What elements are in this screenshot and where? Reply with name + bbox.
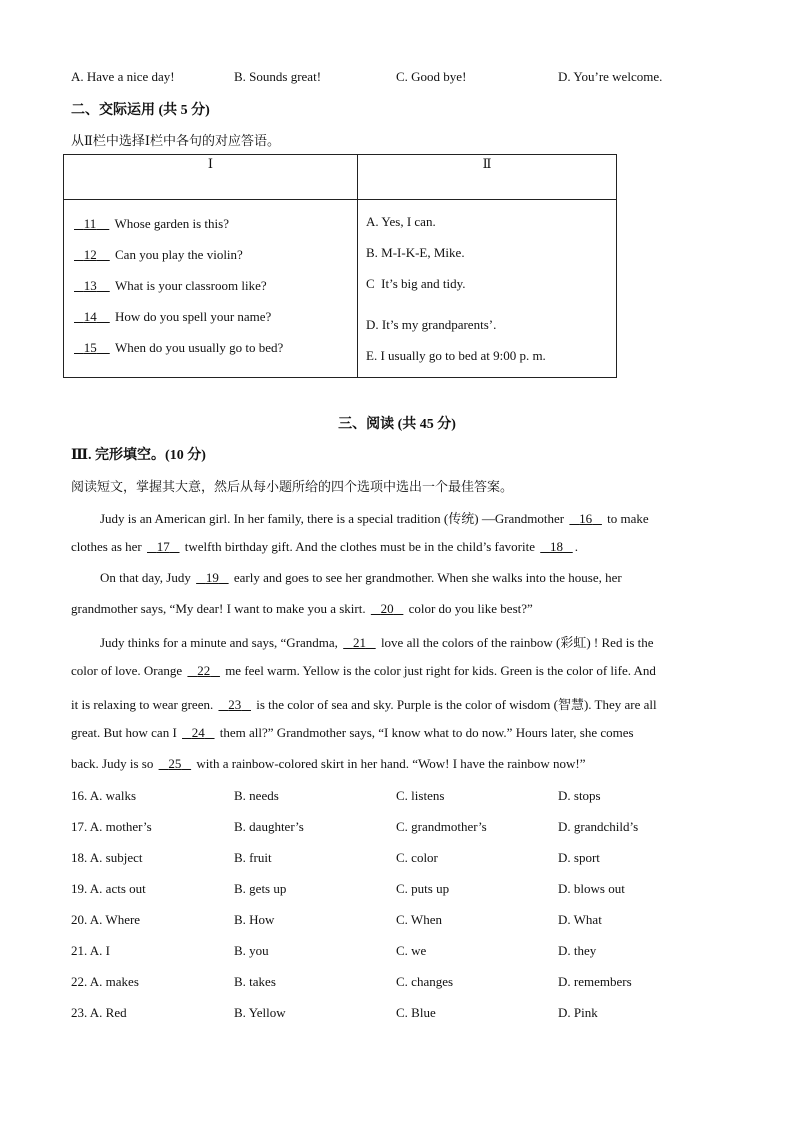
passage-line — [71, 508, 721, 527]
section2-title: 二、交际运用 (共 5 分) — [71, 103, 210, 118]
passage-text: clothes as her — [71, 539, 146, 554]
question-text: What is your classroom like? — [115, 278, 267, 293]
question-options-row — [71, 850, 721, 870]
option-b: B. takes — [234, 974, 276, 989]
option-d: D. blows out — [558, 881, 625, 896]
option-d: D. What — [558, 912, 602, 927]
question-text: Whose garden is this? — [114, 216, 229, 231]
passage-text: color of love. Orange — [71, 663, 186, 678]
option-b: B. needs — [234, 788, 279, 803]
questions-cell — [64, 200, 358, 378]
passage-text: to make — [603, 511, 649, 526]
question-options-row — [71, 943, 721, 963]
passage-text: great. But how can I — [71, 725, 181, 740]
column-2-header: Ⅱ — [358, 155, 617, 200]
answer-item: B. M-I-K-E, Mike. — [366, 245, 465, 260]
blank-20: 20 — [380, 601, 394, 616]
passage-text: back. Judy is so — [71, 756, 157, 771]
blank-23: 23 — [228, 697, 242, 712]
passage-text: is the color of sea and sky. Purple is the color of wisdom (智慧). They are all — [252, 697, 657, 712]
passage-line — [71, 632, 721, 651]
question-item — [72, 270, 357, 301]
question-item — [72, 301, 357, 332]
passage-text: love all the colors of the rainbow (彩虹) ! Red is the — [377, 635, 654, 650]
blank-24: 24 — [191, 725, 205, 740]
option-a: 23. A. Red — [71, 1005, 127, 1020]
option-a: 22. A. makes — [71, 974, 139, 989]
option-d: D. stops — [558, 788, 601, 803]
passage-text: twelfth birthday gift. And the clothes must be in the child’s favorite — [181, 539, 539, 554]
section3-subtitle: Ⅲ. 完形填空。(10 分) — [71, 448, 206, 463]
option-c: C. puts up — [396, 881, 450, 896]
blank-16: 16 — [579, 511, 593, 526]
question-options-row — [71, 1005, 721, 1025]
blank-11: 11 — [83, 216, 97, 231]
option-a: 19. A. acts out — [71, 881, 146, 896]
blank-15: 15 — [83, 340, 97, 355]
option-c: C. listens — [396, 788, 445, 803]
option-a: 18. A. subject — [71, 850, 143, 865]
option-b: B. Yellow — [234, 1005, 286, 1020]
answer-item: E. I usually go to bed at 9:00 p. m. — [366, 348, 546, 363]
passage-line — [71, 570, 721, 586]
option-c: C. When — [396, 912, 442, 927]
option-b: B. gets up — [234, 881, 287, 896]
option-d: D. Pink — [558, 1005, 598, 1020]
blank-22: 22 — [197, 663, 211, 678]
blank-17: 17 — [156, 539, 170, 554]
option-a: 17. A. mother’s — [71, 819, 152, 834]
option-c: C. grandmother’s — [396, 819, 487, 834]
option-d: D. remembers — [558, 974, 632, 989]
blank-19: 19 — [205, 570, 219, 585]
blank-12: 12 — [83, 247, 97, 262]
answers-cell — [358, 200, 617, 378]
option-b: B. daughter’s — [234, 819, 304, 834]
passage-text: them all?” Grandmother says, “I know what to do now.” Hours later, she comes — [216, 725, 634, 740]
option-c: C. we — [396, 943, 427, 958]
option-d: D. sport — [558, 850, 600, 865]
top-option-a: A. Have a nice day! — [71, 69, 175, 84]
question-text: How do you spell your name? — [115, 309, 272, 324]
section3-title: 三、阅读 (共 45 分) — [338, 417, 456, 432]
passage-text: it is relaxing to wear green. — [71, 697, 217, 712]
passage-line — [71, 601, 721, 617]
option-b: B. you — [234, 943, 269, 958]
answer-item: C It’s big and tidy. — [366, 276, 466, 291]
question-item — [72, 332, 357, 363]
option-c: C. Blue — [396, 1005, 436, 1020]
top-options-row — [71, 69, 721, 89]
question-options-row — [71, 912, 721, 932]
passage-line — [71, 725, 721, 741]
option-b: B. fruit — [234, 850, 272, 865]
passage-text: color do you like best?” — [405, 601, 533, 616]
passage-line — [71, 539, 721, 555]
option-c: C. color — [396, 850, 438, 865]
matching-table — [63, 154, 617, 378]
option-c: C. changes — [396, 974, 454, 989]
answer-item: D. It’s my grandparents’. — [366, 317, 497, 332]
question-options-row — [71, 788, 721, 808]
option-a: 16. A. walks — [71, 788, 136, 803]
option-a: 20. A. Where — [71, 912, 141, 927]
passage-text: Judy thinks for a minute and says, “Grandma, — [100, 635, 342, 650]
passage-text: . — [574, 539, 578, 554]
option-d: D. grandchild’s — [558, 819, 639, 834]
question-options-row — [71, 974, 721, 994]
passage-text: On that day, Judy — [100, 570, 195, 585]
top-option-d: D. You’re welcome. — [558, 69, 663, 84]
passage-text: me feel warm. Yellow is the color just right for kids. Green is the color of life. And — [221, 663, 656, 678]
blank-14: 14 — [83, 309, 97, 324]
question-item — [72, 239, 357, 270]
blank-13: 13 — [83, 278, 97, 293]
question-item — [72, 208, 357, 239]
option-a: 21. A. I — [71, 943, 110, 958]
question-text: When do you usually go to bed? — [115, 340, 284, 355]
passage-line — [71, 694, 721, 713]
blank-25: 25 — [168, 756, 182, 771]
question-options-row — [71, 819, 721, 839]
passage-text: early and goes to see her grandmother. When she walks into the house, her — [230, 570, 622, 585]
top-option-c: C. Good bye! — [396, 69, 467, 84]
section3-instruction: 阅读短文，掌握其大意，然后从每小题所给的四个选项中选出一个最佳答案。 — [71, 479, 514, 494]
passage-line — [71, 756, 721, 772]
passage-line — [71, 663, 721, 679]
blank-18: 18 — [549, 539, 563, 554]
passage-text: Judy is an American girl. In her family, there is a special tradition (传统) —Grandmother — [100, 511, 568, 526]
option-d: D. they — [558, 943, 597, 958]
top-option-b: B. Sounds great! — [234, 69, 322, 84]
question-options-row — [71, 881, 721, 901]
answer-item: A. Yes, I can. — [366, 214, 436, 229]
section2-instruction: 从Ⅱ栏中选择Ⅰ栏中各句的对应答语。 — [71, 133, 280, 148]
passage-text: with a rainbow-colored skirt in her hand. “Wow! I have the rainbow now!” — [193, 756, 586, 771]
blank-21: 21 — [352, 635, 366, 650]
option-b: B. How — [234, 912, 275, 927]
question-text: Can you play the violin? — [115, 247, 243, 262]
passage-text: grandmother says, “My dear! I want to make you a skirt. — [71, 601, 369, 616]
column-1-header: Ⅰ — [64, 155, 358, 200]
